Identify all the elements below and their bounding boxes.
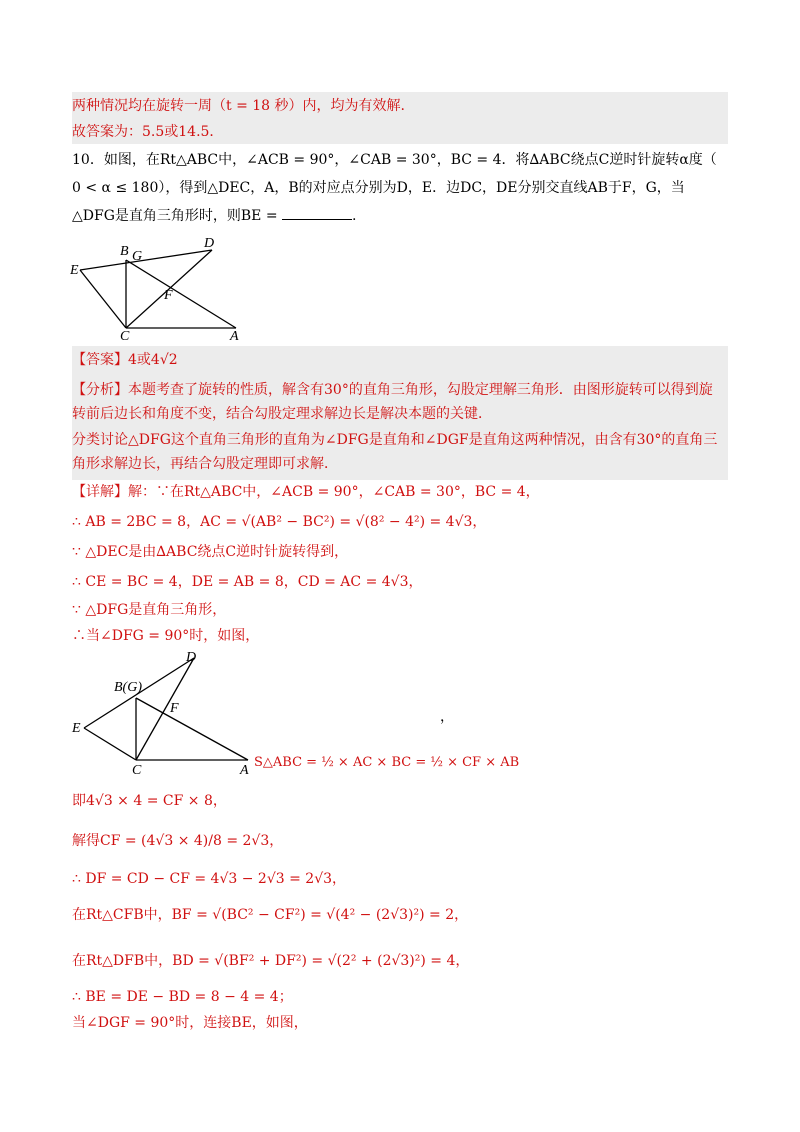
answer-blank	[282, 205, 352, 220]
step-line-4: 在Rt△CFB中，BF = √(BC² − CF²) = √(4² − (2√3)²) = 2，	[72, 907, 469, 923]
step-line-5: 在Rt△DFB中，BD = √(BF² + DF²) = √(2² + (2√3)²) = 4，	[72, 953, 470, 969]
fig1-label-C: C	[120, 329, 130, 342]
fig1-label-A: A	[230, 329, 239, 342]
fig1-line-ED	[80, 250, 212, 270]
fig1-line-EC	[80, 270, 126, 328]
fig1-line-BA	[126, 260, 236, 328]
analysis-line-3: 分类讨论△DFG这个直角三角形的直角为∠DFG是直角和∠DGF是直角这两种情况，由含有30°的直角三	[72, 432, 718, 448]
step-line-7: 当∠DGF = 90°时，连接BE，如图，	[72, 1015, 308, 1031]
fig2-label-C: C	[132, 763, 142, 778]
fig1-label-E: E	[70, 263, 79, 278]
step-line-1: 即4√3 × 4 = CF × 8，	[72, 793, 227, 809]
detail-line-3: ∵ △DEC是由∆ABC绕点C逆时针旋转得到，	[72, 544, 349, 560]
analysis-line-2: 转前后边长和角度不变，结合勾股定理求解边长是解决本题的关键．	[72, 406, 492, 422]
fig2-label-F: F	[170, 701, 179, 716]
detail-line-6: ∴当∠DFG = 90°时，如图，	[72, 628, 260, 644]
fig2-bg	[70, 648, 252, 778]
fig1-label-B: B	[120, 244, 129, 259]
fig1-label-D: D	[204, 236, 215, 251]
fig2-label-D: D	[186, 650, 197, 665]
figure-2-comma: ，	[440, 709, 454, 725]
question-line-3-text: △DFG是直角三角形时，则BE =	[72, 208, 278, 224]
prev-line-1: 两种情况均在旋转一周（t = 18 秒）内，均为有效解.	[72, 98, 405, 114]
figure-2	[70, 648, 252, 778]
fig2-label-BG: B(G)	[114, 680, 142, 695]
detail-line-4: ∴ CE = BC = 4，DE = AB = 8，CD = AC = 4√3，	[72, 574, 423, 590]
fig2-label-A: A	[240, 763, 249, 778]
figure-1	[70, 236, 270, 342]
fig1-label-G: G	[132, 249, 143, 264]
question-line-2: 0 < α ≤ 180），得到△DEC，A，B的对应点分别为D，E．边DC，DE分别交直线AB于F，G，当	[72, 180, 685, 196]
detail-line-5: ∵ △DFG是直角三角形，	[72, 602, 227, 618]
analysis-line-4: 角形求解边长，再结合勾股定理即可求解．	[72, 456, 338, 472]
fig2-label-E: E	[72, 721, 81, 736]
question-line-3-end: .	[352, 208, 357, 224]
area-formula: S△ABC = ½ × AC × BC = ½ × CF × AB	[254, 755, 520, 770]
question-line-1: 10．如图，在Rt△ABC中，∠ACB = 90°，∠CAB = 30°，BC = 4．将∆ABC绕点C逆时针旋转α度（	[72, 152, 717, 168]
step-line-2: 解得CF = (4√3 × 4)/8 = 2√3，	[72, 833, 284, 849]
detail-line-2: ∴ AB = 2BC = 8，AC = √(AB² − BC²) = √(8² − 4²) = 4√3，	[72, 514, 487, 530]
analysis-line-1: 【分析】本题考查了旋转的性质，解含有30°的直角三角形，勾股定理解三角形．由图形旋转可以得到旋	[72, 382, 713, 398]
detail-line-1: 【详解】解：∵在Rt△ABC中，∠ACB = 90°，∠CAB = 30°，BC = 4，	[72, 484, 540, 500]
step-line-6: ∴ BE = DE − BD = 8 − 4 = 4；	[72, 989, 293, 1005]
step-line-3: ∴ DF = CD − CF = 4√3 − 2√3 = 2√3，	[72, 871, 347, 887]
answer-line: 【答案】4或4√2	[72, 352, 178, 368]
question-line-3	[72, 205, 356, 227]
fig1-label-F: F	[164, 288, 173, 303]
prev-answer-line: 故答案为：5.5或14.5．	[72, 124, 224, 140]
